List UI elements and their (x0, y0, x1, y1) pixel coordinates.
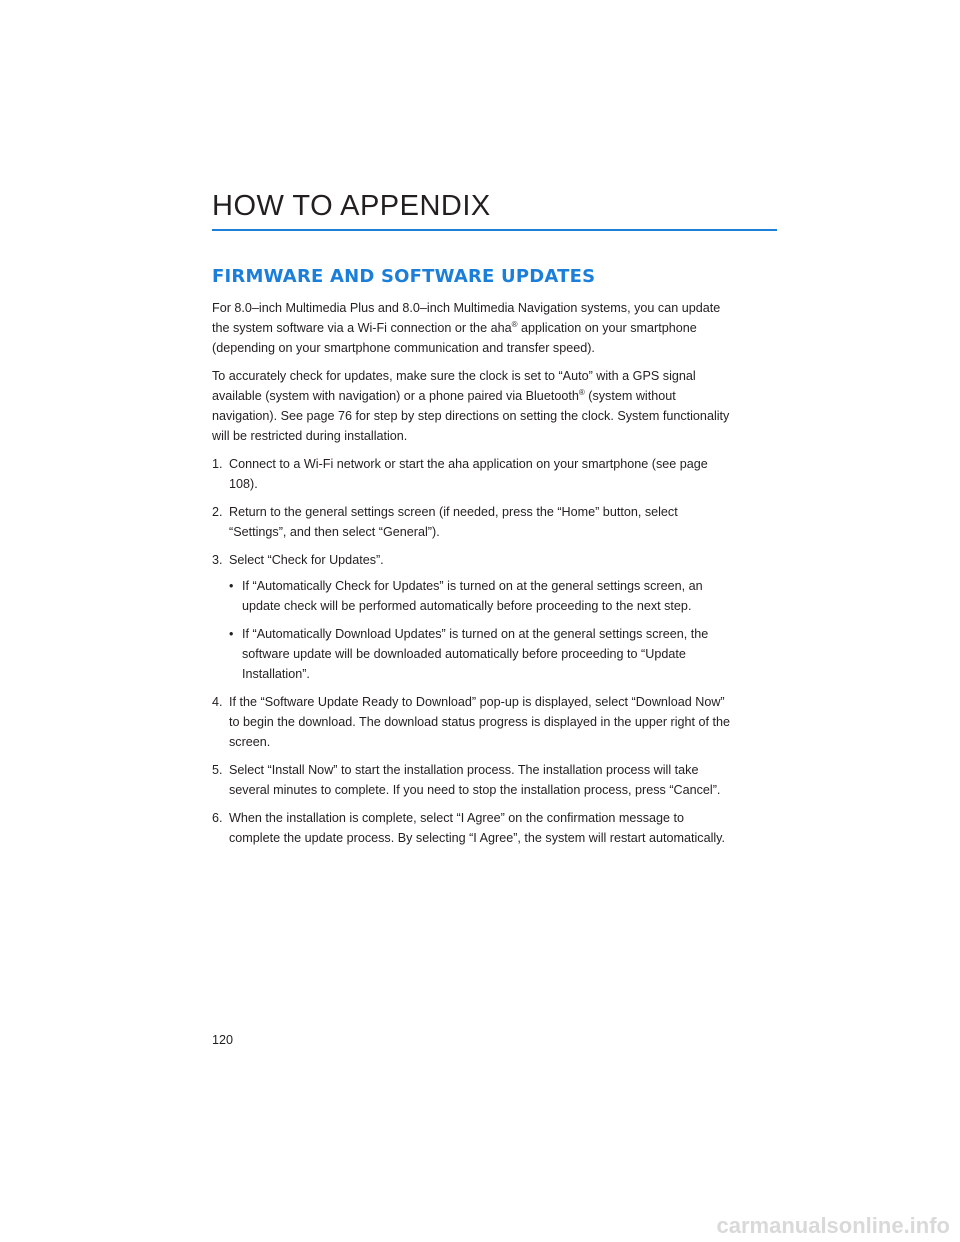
bullet-text: If “Automatically Download Updates” is turned on at the general settings screen, the software update will be downloaded automatically before proceeding to “Update Installation”. (242, 627, 709, 681)
intro-paragraph-1: For 8.0–inch Multimedia Plus and 8.0–inch Multimedia Navigation systems, you can update the system software via a Wi-Fi connection or the aha® application on your smartphone (depending on your smartphone communication and transfer speed). (212, 301, 721, 355)
step-item-6 (212, 808, 732, 848)
step-text: Select “Install Now” to start the installation process. The installation process will take several minutes to complete. If you need to stop the installation process, press “Cancel”. (229, 763, 721, 797)
step-number: 5. (212, 763, 223, 777)
bullet-item-2 (229, 624, 732, 684)
registered-mark: ® (578, 388, 585, 397)
registered-mark: ® (511, 320, 518, 329)
step-text: When the installation is complete, select “I Agree” on the confirmation message to complete the update process. By selecting “I Agree”, the system will restart automatically. (229, 811, 726, 845)
page-header-title: HOW TO APPENDIX (212, 190, 491, 222)
step-number: 3. (212, 553, 223, 567)
step-text: Select “Check for Updates”. (229, 553, 384, 567)
update-steps-list (212, 454, 732, 848)
step-number: 6. (212, 811, 223, 825)
bullet-text: If “Automatically Check for Updates” is turned on at the general settings screen, an update check will be performed automatically before proceeding to the next step. (242, 579, 703, 613)
section-heading: FIRMWARE AND SOFTWARE UPDATES (212, 266, 596, 287)
body-content (212, 298, 732, 856)
intro-paragraph-2: To accurately check for updates, make sure the clock is set to “Auto” with a GPS signal available (system with navigation) or a phone paired via Bluetooth® (system without navigation). See page 76 for step by step directions on setting the clock. System functionality will be restricted during installation. (212, 369, 730, 443)
step-text: If the “Software Update Ready to Download” pop-up is displayed, select “Download Now” to begin the download. The download status progress is displayed in the upper right of the screen. (229, 695, 731, 749)
step-item-1 (212, 454, 732, 494)
step-text: Return to the general settings screen (if needed, press the “Home” button, select “Settings”, and then select “General”). (229, 505, 678, 539)
step-number: 2. (212, 505, 223, 519)
bullet-item-1 (229, 576, 732, 616)
step-item-4 (212, 692, 732, 752)
bullet-dot: • (229, 579, 234, 593)
step-item-2 (212, 502, 732, 542)
step-number: 4. (212, 695, 223, 709)
header-divider (212, 229, 777, 231)
step-item-5 (212, 760, 732, 800)
site-watermark: carmanualsonline.info (716, 1213, 950, 1238)
step-number: 1. (212, 457, 223, 471)
step-item-3 (212, 550, 732, 684)
step-3-bullet-list (229, 576, 732, 684)
page-number: 120 (212, 1033, 234, 1047)
bullet-dot: • (229, 627, 234, 641)
step-text: Connect to a Wi-Fi network or start the aha application on your smartphone (see page 108). (229, 457, 708, 491)
